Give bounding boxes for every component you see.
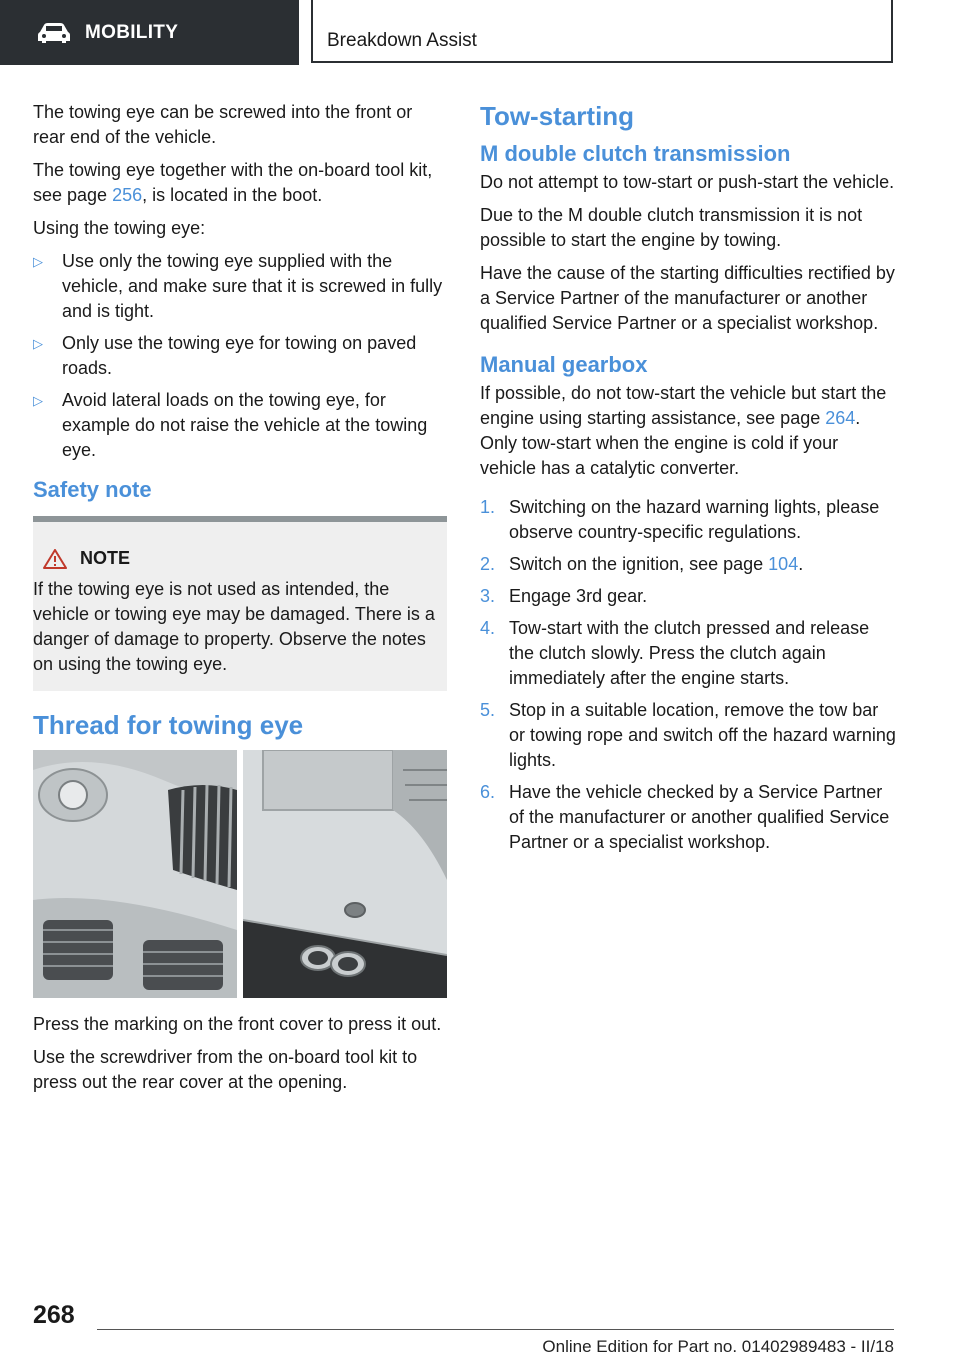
right-column: [480, 100, 898, 862]
paragraph: The towing eye together with the on-board tool kit, see page 256, is located in the boot.: [33, 160, 433, 205]
triangle-bullet-icon: ▷: [33, 254, 43, 269]
warning-icon: [43, 549, 67, 569]
front-bumper-image: [33, 750, 237, 998]
paragraph: Using the towing eye:: [33, 218, 206, 238]
step-number: 1.: [480, 497, 496, 517]
paragraph: Use the screwdriver from the on-board tool kit to press out the rear cover at the opening.: [33, 1047, 418, 1092]
section-title: MOBILITY: [85, 21, 179, 43]
car-icon: [37, 22, 71, 44]
bullet-list: [33, 249, 447, 463]
list-item: 1. Switching on the hazard warning lights, please observe country-specific regulations.: [480, 497, 880, 542]
list-item: 5. Stop in a suitable location, remove the tow bar or towing rope and switch off the hazard warning lights.: [480, 700, 896, 770]
left-column: [33, 100, 447, 1103]
chapter-title: Breakdown Assist: [327, 30, 477, 51]
list-item: ▷ Avoid lateral loads on the towing eye, for example do not raise the vehicle at the towing eye.: [33, 390, 428, 460]
section-tab: [0, 0, 299, 65]
footer-divider: [97, 1329, 894, 1330]
main-heading: Thread for towing eye: [33, 710, 304, 740]
step-number: 6.: [480, 782, 496, 802]
list-item: 4. Tow-start with the clutch pressed and release the clutch slowly. Press the clutch again immediately after the engine starts.: [480, 618, 870, 688]
rear-bumper-image: [243, 750, 447, 998]
list-item: 2. Switch on the ignition, see page 104.: [480, 552, 898, 577]
paragraph: The towing eye can be screwed into the front or rear end of the vehicle.: [33, 102, 413, 147]
page-link[interactable]: 264: [825, 408, 856, 428]
edition-note: Online Edition for Part no. 01402989483 - II/18: [542, 1337, 894, 1356]
towing-eye-illustration: [33, 750, 447, 998]
triangle-bullet-icon: ▷: [33, 336, 43, 351]
paragraph: Due to the M double clutch transmission it is not possible to start the engine by towing.: [480, 205, 863, 250]
list-item: ▷ Use only the towing eye supplied with the vehicle, and make sure that it is screwed in fully and is tight.: [33, 251, 443, 321]
steps-list: [480, 495, 898, 855]
chapter-tab: [311, 0, 893, 63]
page-link[interactable]: 256: [112, 185, 143, 205]
main-heading: Tow-starting: [480, 101, 635, 131]
section-heading: Safety note: [33, 477, 152, 502]
page-number: 268: [33, 1301, 75, 1329]
list-item: 6. Have the vehicle checked by a Service Partner of the manufacturer or another qualified Service Partner or a specialist workshop.: [480, 782, 890, 852]
sub-heading: M double clutch transmission: [480, 141, 791, 166]
paragraph: Have the cause of the starting difficulties rectified by a Service Partner of the manufacturer or another qualified Service Partner or a specialist workshop.: [480, 263, 895, 333]
note-box: [33, 516, 447, 691]
note-title: NOTE: [80, 548, 131, 568]
step-number: 4.: [480, 618, 496, 638]
list-item: ▷ Only use the towing eye for towing on paved roads.: [33, 333, 417, 378]
list-item: 3. Engage 3rd gear.: [480, 584, 898, 609]
step-number: 5.: [480, 700, 496, 720]
page-link[interactable]: 104: [768, 554, 799, 574]
step-number: 2.: [480, 554, 496, 574]
sub-heading: Manual gearbox: [480, 352, 648, 377]
paragraph: Do not attempt to tow-start or push-start the vehicle.: [480, 172, 895, 192]
note-text: If the towing eye is not used as intended, the vehicle or towing eye may be damaged. There is a danger of damage to property. Observe the notes on using the towing eye.: [33, 579, 435, 674]
triangle-bullet-icon: ▷: [33, 393, 43, 408]
paragraph: Press the marking on the front cover to press it out.: [33, 1014, 442, 1034]
paragraph: If possible, do not tow-start the vehicle but start the engine using starting assistance, see page 264. Only tow-start when the engine is cold if your vehicle has a catalytic converter.: [480, 383, 887, 478]
step-number: 3.: [480, 586, 496, 606]
